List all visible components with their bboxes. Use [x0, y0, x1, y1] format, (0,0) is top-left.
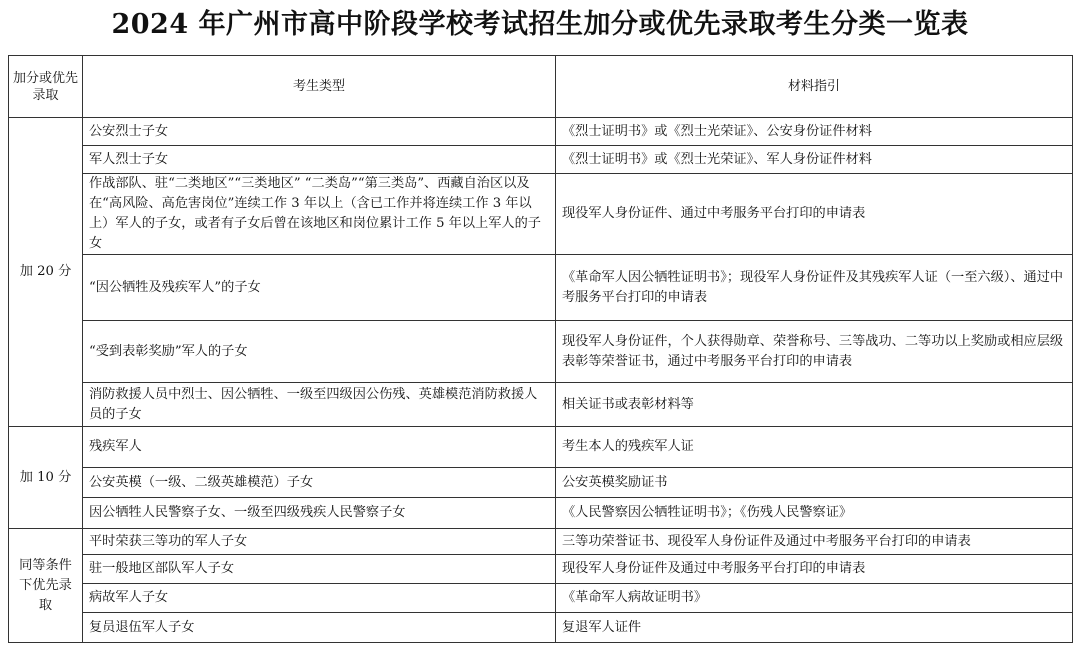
- table-row: [9, 146, 1073, 174]
- material-cell: 现役军人身份证件、通过中考服务平台打印的申请表: [556, 174, 1073, 255]
- material-cell: 《革命军人病故证明书》: [556, 584, 1073, 613]
- material-cell: 现役军人身份证件，个人获得勋章、荣誉称号、三等战功、二等功以上奖励或相应层级表彰等荣誉证书，通过中考服务平台打印的申请表: [556, 321, 1073, 383]
- table-row: [9, 383, 1073, 427]
- category-cell: 加 10 分: [9, 427, 83, 529]
- table-row: [9, 321, 1073, 383]
- header-material: 材料指引: [556, 56, 1073, 118]
- type-cell: “受到表彰奖励”军人的子女: [83, 321, 556, 383]
- type-cell: 军人烈士子女: [83, 146, 556, 174]
- type-cell: 驻一般地区部队军人子女: [83, 555, 556, 584]
- material-cell: 相关证书或表彰材料等: [556, 383, 1073, 427]
- type-cell: 消防救援人员中烈士、因公牺牲、一级至四级因公伤残、英雄模范消防救援人员的子女: [83, 383, 556, 427]
- material-cell: 复退军人证件: [556, 613, 1073, 643]
- type-cell: 平时荣获三等功的军人子女: [83, 529, 556, 555]
- type-cell: “因公牺牲及残疾军人”的子女: [83, 255, 556, 321]
- type-cell: 公安烈士子女: [83, 118, 556, 146]
- type-cell: 因公牺牲人民警察子女、一级至四级残疾人民警察子女: [83, 498, 556, 529]
- type-cell: 残疾军人: [83, 427, 556, 468]
- table-row: [9, 498, 1073, 529]
- table-row: [9, 529, 1073, 555]
- type-cell: 病故军人子女: [83, 584, 556, 613]
- material-cell: 公安英模奖励证书: [556, 468, 1073, 498]
- type-cell: 公安英模（一级、二级英雄模范）子女: [83, 468, 556, 498]
- table-header-row: [9, 56, 1073, 118]
- header-type: 考生类型: [83, 56, 556, 118]
- table-row: [9, 174, 1073, 255]
- material-cell: 《烈士证明书》或《烈士光荣证》、军人身份证件材料: [556, 146, 1073, 174]
- table-row: [9, 427, 1073, 468]
- material-cell: 现役军人身份证件及通过中考服务平台打印的申请表: [556, 555, 1073, 584]
- table-row: [9, 584, 1073, 613]
- type-cell: 作战部队、驻“二类地区”“三类地区” “二类岛”“第三类岛”、西藏自治区以及在“高风险、高危害岗位”连续工作 3 年以上（含已工作并将连续工作 3 年以上）军人的子女，或者有子女后曾在该地区和岗位累计工作 5 年以上军人的子女: [83, 174, 556, 255]
- category-cell: 加 20 分: [9, 118, 83, 427]
- table-row: [9, 468, 1073, 498]
- material-cell: 《革命军人因公牺牲证明书》；现役军人身份证件及其残疾军人证（一至六级）、通过中考服务平台打印的申请表: [556, 255, 1073, 321]
- table-row: [9, 613, 1073, 643]
- material-cell: 三等功荣誉证书、现役军人身份证件及通过中考服务平台打印的申请表: [556, 529, 1073, 555]
- category-cell: 同等条件下优先录取: [9, 529, 83, 643]
- material-cell: 考生本人的残疾军人证: [556, 427, 1073, 468]
- table-row: [9, 255, 1073, 321]
- table-row: [9, 555, 1073, 584]
- bonus-table: [8, 55, 1073, 643]
- material-cell: 《人民警察因公牺牲证明书》；《伤残人民警察证》: [556, 498, 1073, 529]
- page-title: 2024 年广州市高中阶段学校考试招生加分或优先录取考生分类一览表: [111, 9, 969, 40]
- material-cell: 《烈士证明书》或《烈士光荣证》、公安身份证件材料: [556, 118, 1073, 146]
- table-row: [9, 118, 1073, 146]
- header-category: 加分或优先录取: [9, 56, 83, 118]
- type-cell: 复员退伍军人子女: [83, 613, 556, 643]
